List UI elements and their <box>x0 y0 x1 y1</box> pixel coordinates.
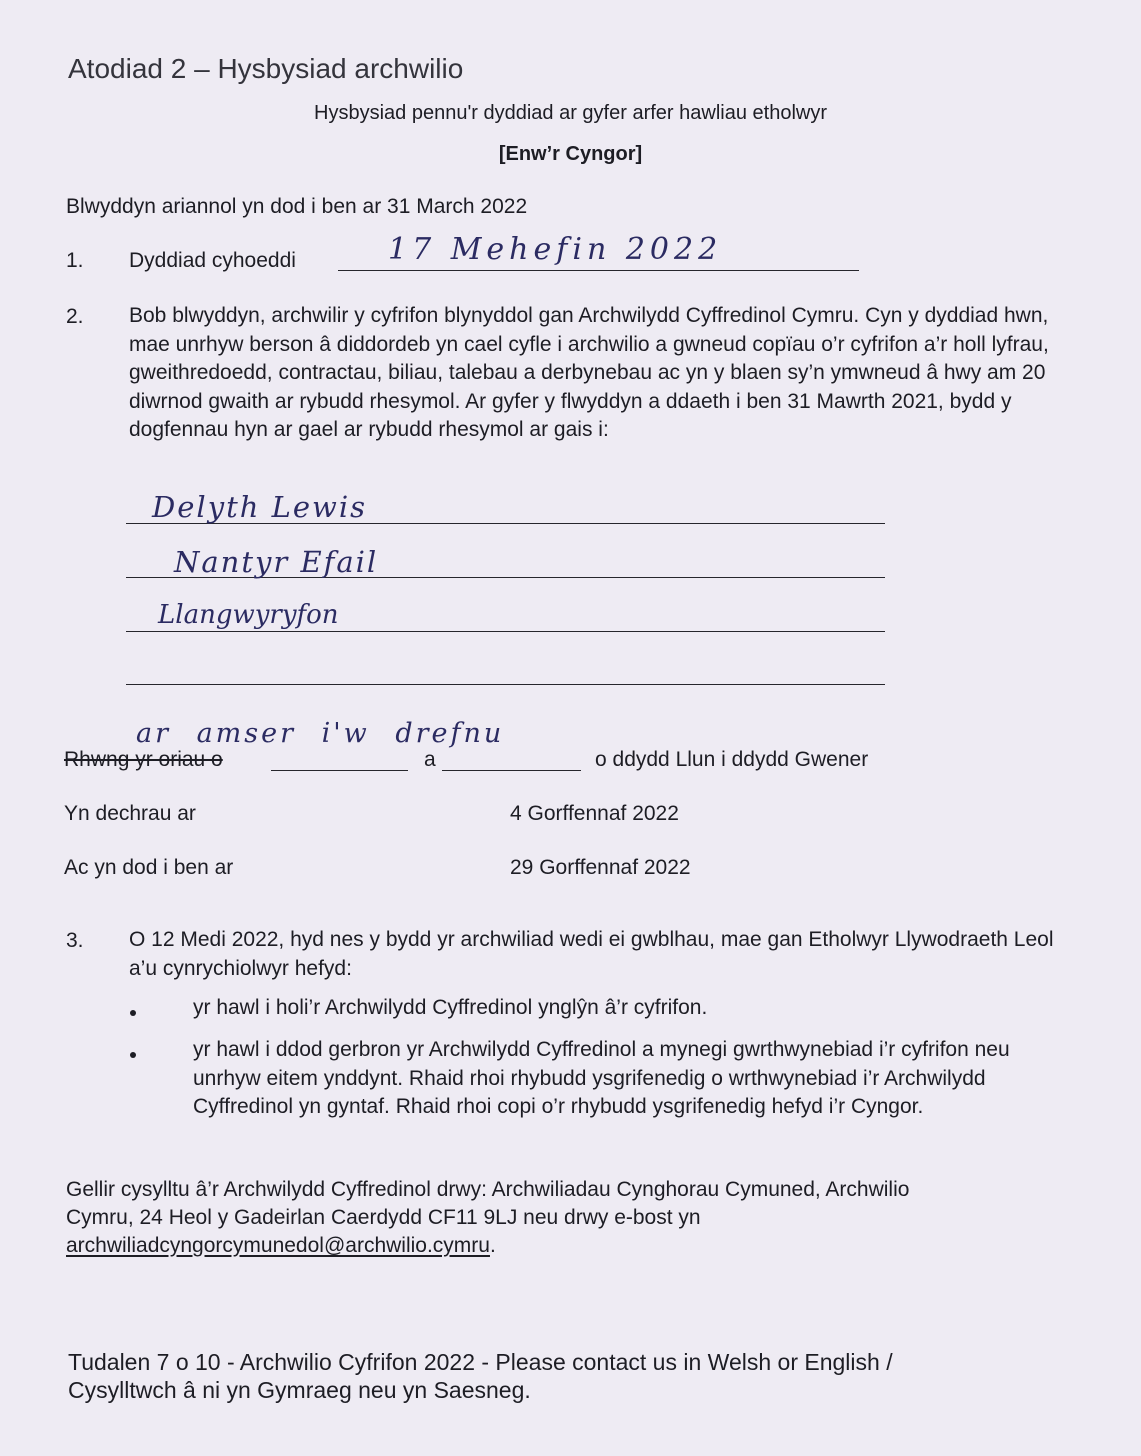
contact-line-4 <box>126 684 885 685</box>
start-date-label: Yn dechrau ar <box>64 802 196 825</box>
contact-name[interactable]: Delyth Lewis <box>152 490 368 524</box>
hours-and-label: a <box>424 748 436 771</box>
contact-address-2[interactable]: Llangwyryfon <box>158 600 339 630</box>
item3-paragraph: O 12 Medi 2022, hyd nes y bydd yr archwiliad wedi ei gwblhau, mae gan Etholwyr Llywodraeth Leol a’u cynrychiolwyr hefyd: <box>129 928 1054 980</box>
hours-handwritten-note[interactable]: ar amser i'w drefnu <box>136 718 505 749</box>
document-title: Atodiad 2 – Hysbysiad archwilio <box>68 53 464 84</box>
item2-number: 2. <box>66 305 84 328</box>
item3-bullet-1: yr hawl i holi’r Archwilydd Cyffredinol ynglŷn â’r cyfrifon. <box>193 996 708 1019</box>
publication-date-line <box>338 270 859 271</box>
hours-to-line <box>442 770 581 771</box>
item3-bullet-2: yr hawl i ddod gerbron yr Archwilydd Cyffredinol a mynegi gwrthwynebiad i’r cyfrifon neu unrhyw eitem ynddynt. Rhaid rhoi rhybudd ysgrifenedig o wrthwynebiad i’r Archwilydd Cyffredinol yn gyntaf. Rhaid rhoi copi o’r rhybudd ysgrifenedig hefyd i’r Cyngor. <box>193 1038 1010 1118</box>
footer-line-2: Cysylltwch â ni yn Gymraeg neu yn Saesneg. <box>68 1377 531 1403</box>
contact-line-text-2: Cymru, 24 Heol y Gadeirlan Caerdydd CF11 9LJ neu drwy e-bost yn <box>66 1206 701 1229</box>
hours-days-label: o ddydd Llun i ddydd Gwener <box>595 748 869 771</box>
publication-date-label: Dyddiad cyhoeddi <box>129 249 296 272</box>
council-name-placeholder: [Enw’r Cyngor] <box>498 143 643 165</box>
item1-number: 1. <box>66 249 84 272</box>
contact-email-suffix: . <box>489 1234 496 1257</box>
item2-paragraph: Bob blwyddyn, archwilir y cyfrifon blynyddol gan Archwilydd Cyffredinol Cymru. Cyn y dyddiad hwn, mae unrhyw berson â diddordeb yn cael cyfle i archwilio a gwneud copïau o’r cyfrifon a’r holl lyfrau, gweithredoedd, contractau, biliau, talebau a derbynebau ac yn y blaen sy’n ymwneud â hwy am 20 diwrnod gwaith ar rybudd rhesymol. Ar gyfer y flwyddyn a ddaeth i ben 31 Mawrth 2021, bydd y dogfennau hyn ar gael ar rybudd rhesymol ar gais i: <box>129 304 1049 441</box>
footer-line-1: Tudalen 7 o 10 - Archwilio Cyfrifon 2022 - Please contact us in Welsh or English / <box>68 1349 893 1375</box>
bullet-icon <box>130 1052 136 1058</box>
end-date-label: Ac yn dod i ben ar <box>64 856 234 879</box>
financial-year: Blwyddyn ariannol yn dod i ben ar 31 March 2022 <box>66 195 528 218</box>
end-date-value: 29 Gorffennaf 2022 <box>510 856 691 879</box>
contact-line-text-1: Gellir cysylltu â’r Archwilydd Cyffredinol drwy: Archwiliadau Cynghorau Cymuned, Archwilio <box>66 1178 910 1201</box>
publication-date-value[interactable]: 17 Mehefin 2022 <box>388 232 723 267</box>
start-date-value: 4 Gorffennaf 2022 <box>510 802 679 825</box>
contact-email-row <box>66 1234 496 1258</box>
item3-number: 3. <box>66 929 84 952</box>
hours-struck-label: Rhwng yr oriau o <box>64 748 223 771</box>
document-subtitle: Hysbysiad pennu'r dyddiad ar gyfer arfer hawliau etholwyr <box>314 102 827 124</box>
contact-email-link[interactable]: archwiliadcyngorcymunedol@archwilio.cymru <box>66 1234 490 1257</box>
contact-line-3 <box>126 631 885 632</box>
hours-from-line <box>271 770 408 771</box>
bullet-icon <box>130 1010 136 1016</box>
contact-address-1[interactable]: Nantyr Efail <box>174 545 379 579</box>
